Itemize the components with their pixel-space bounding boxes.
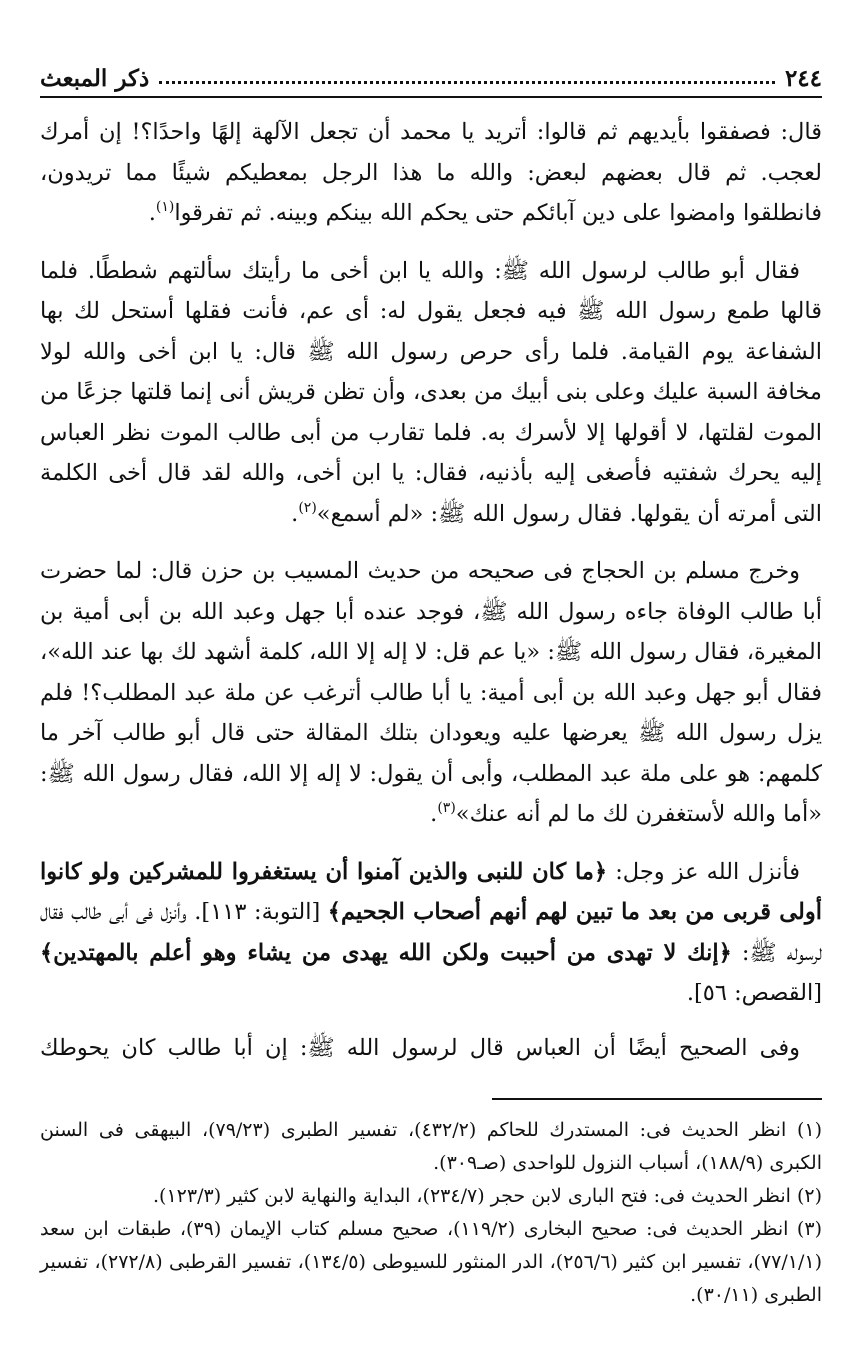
running-header bbox=[40, 52, 822, 98]
paragraph-5 bbox=[40, 1028, 822, 1069]
footnote-ref: (١) bbox=[155, 199, 175, 215]
footnote-separator bbox=[492, 1098, 822, 1100]
quran-verse: ﴿إنك لا تهدى من أحببت ولكن الله يهدى من يشاء وهو أعلم بالمهتدين﴾ bbox=[40, 939, 732, 966]
paragraph-3: وخرج مسلم بن الحجاج فى صحيحه من حديث المسيب بن حزن قال: لما حضرت أبا طالب الوفاة جاءه رسول الله ﷺ، فوجد عنده أبا جهل وعبد الله بن أبى أمية بن المغيرة، فقال رسول الله ﷺ: «يا عم قل: لا إله إلا الله، كلمة أشهد لك بها عند الله»، فقال أبو جهل وعبد الله بن أبى أمية: يا أبا طالب أترغب عن ملة عبد المطلب؟! فلم يزل رسول الله ﷺ يعرضها عليه ويعودان بتلك المقالة حتى قال أبو طالب آخر ما كلمهم: هو على ملة عبد المطلب، وأبى أن يقول: لا إله إلا الله، فقال رسول الله ﷺ: «أما والله لأستغفرن لك ما لم أنه عنك»$^{(٣)}$. bbox=[40, 558, 822, 827]
text-part: [التوبة: ١١٣]. وأنزل فى أبى طالب فقال لرسوله ﷺ: bbox=[40, 899, 822, 966]
quran-verse: ﴿ما كان للنبى والذين آمنوا أن يستغفروا للمشركين ولو كانوا أولى قربى من بعد ما تبين لهم أنهم أصحاب الجحيم﴾ bbox=[40, 858, 822, 925]
paragraph-4-quran bbox=[40, 852, 822, 1014]
paragraph-1: قال: فصفقوا بأيديهم ثم قالوا: أتريد يا محمد أن تجعل الآلهة إلهًا واحدًا؟! إن أمرك لعجب. ثم قال بعضهم لبعض: والله ما هذا الرجل بمعطيكم شيئًا مما تريدون، فانطلقوا وامضوا على دين آبائكم حتى يحكم الله بينكم وبينه. ثم تفرقوا$^{(١)}$. bbox=[40, 119, 822, 226]
paragraph-text: وفى الصحيح أيضًا أن العباس قال لرسول الله ﷺ: إن أبا طالب كان يحوطك bbox=[40, 1034, 800, 1061]
paragraph-2: فقال أبو طالب لرسول الله ﷺ: والله يا ابن أخى ما رأيتك سألتهم شططًا. فلما قالها طمع رسول الله ﷺ فيه فجعل يقول له: أى عم، فأنت فقلها أستحل لك بها الشفاعة يوم القيامة. فلما رأى حرص رسول الله ﷺ قال: يا ابن أخى والله لولا مخافة السبة عليك وعلى بنى أبيك من بعدى، وأن تظن قريش أنى إنما قلتها جزعًا من الموت لقلتها، لا أقولها إلا لأسرك به. فلما تقارب من أبى طالب الموت نظر العباس إليه يحرك شفتيه فأصغى إليه بأذنيه، فقال: يا ابن أخى، والله لقد قال أخى الكلمة التى أمرته أن يقولها. فقال رسول الله ﷺ: «لم أسمع»$^{(٢)}$. bbox=[40, 257, 822, 527]
footnote-3: (٣) انظر الحديث فى: صحيح البخارى (١١٩/٢)، صحيح مسلم كتاب الإيمان (٣٩)، طبقات ابن سعد (٧٧/١/١)، تفسير ابن كثير (٢٥٦/٦)، الدر المنثور للسيوطى (١٣٤/٥)، تفسير القرطبى (٢٧٢/٨)، تفسير الطبرى (٣٠/١١). bbox=[40, 1218, 822, 1306]
footnote-ref: (٣) bbox=[437, 800, 456, 816]
footnote-2: (٢) انظر الحديث فى: فتح البارى لابن حجر (٢٣٤/٧)، البداية والنهاية لابن كثير (١٢٣/٣). bbox=[153, 1185, 822, 1207]
paragraph-text: وخرج مسلم بن الحجاج فى صحيحه من حديث المسيب بن حزن قال: لما حضرت أبا طالب الوفاة جاءه رسول الله ﷺ، فوجد عنده أبا جهل وعبد الله بن أبى أمية بن المغيرة، فقال رسول الله ﷺ: «يا عم قل: لا إله إلا الله، كلمة أشهد لك بها عند الله»، فقال أبو جهل وعبد الله بن أبى أمية: يا أبا طالب أترغب عن ملة عبد المطلب؟! فلم يزل رسول الله ﷺ يعرضها عليه ويعودان بتلك المقالة حتى قال أبو طالب آخر ما كلمهم: هو على ملة عبد المطلب، وأبى أن يقول: لا إله إلا الله، فقال رسول الله ﷺ: «أما والله لأستغفرن لك ما لم أنه عنك» bbox=[40, 558, 822, 827]
text-part: فأنزل الله عز وجل: bbox=[607, 858, 800, 885]
footnote-ref: (٢) bbox=[298, 499, 317, 516]
page-number: ٢٤٤ bbox=[784, 65, 822, 92]
section-title: ذكر المبعث bbox=[40, 65, 150, 92]
text-part: [القصص: ٥٦]. bbox=[686, 980, 822, 1006]
footnote-1: (١) انظر الحديث فى: المستدرك للحاكم (٤٣٢/٢)، تفسير الطبرى (٧٩/٢٣)، البيهقى فى السنن الكبرى (١٨٨/٩)، أسباب النزول للواحدى (صـ٣٠٩). bbox=[40, 1119, 822, 1174]
paragraph-text: فقال أبو طالب لرسول الله ﷺ: والله يا ابن أخى ما رأيتك سألتهم شططًا. فلما قالها طمع رسول الله ﷺ فيه فجعل يقول له: أى عم، فأنت فقلها أستحل لك بها الشفاعة يوم القيامة. فلما رأى حرص رسول الله ﷺ قال: يا ابن أخى والله لولا مخافة السبة عليك وعلى بنى أبيك من بعدى، وأن تظن قريش أنى إنما قلتها جزعًا من الموت لقلتها، لا أقولها إلا لأسرك به. فلما تقارب من أبى طالب الموت نظر العباس إليه يحرك شفتيه فأصغى إليه بأذنيه، فقال: يا ابن أخى، والله لقد قال أخى الكلمة التى أمرته أن يقولها. فقال رسول الله ﷺ: «لم أسمع» bbox=[40, 257, 822, 527]
header-dot-leader bbox=[159, 81, 775, 84]
paragraph-text: قال: فصفقوا بأيديهم ثم قالوا: أتريد يا محمد أن تجعل الآلهة إلهًا واحدًا؟! إن أمرك لعجب. ثم قال بعضهم لبعض: والله ما هذا الرجل بمعطيكم شيئًا مما تريدون، فانطلقوا وامضوا على دين آبائكم حتى يحكم الله بينكم وبينه. ثم تفرقوا bbox=[40, 119, 822, 226]
